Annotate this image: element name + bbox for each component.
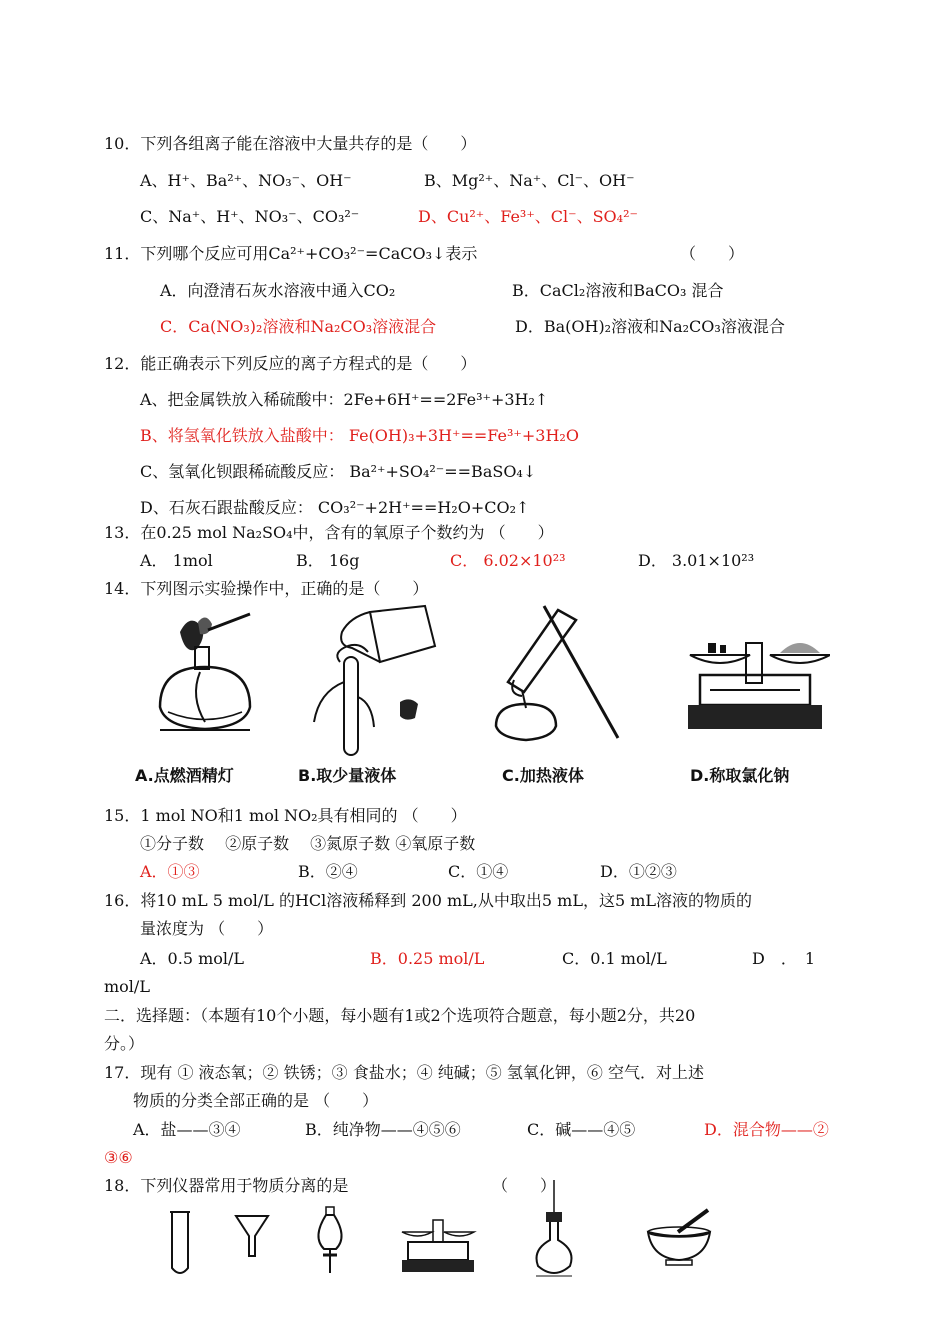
section-2-heading: 二．选择题：（本题有10个小题，每小题有1或2个选项符合题意，每小题2分，共20 [104, 1006, 696, 1025]
q12-stem: 12．能正确表示下列反应的离子方程式的是（ ） [104, 354, 477, 373]
separatory-funnel-icon [310, 1205, 350, 1275]
section-2-heading-cont: 分。） [104, 1034, 145, 1053]
q12-option-d: D、石灰石跟盐酸反应： CO₃²⁻+2H⁺==H₂O+CO₂↑ [140, 498, 530, 517]
q17-option-d-answer: D．混合物——② [704, 1120, 829, 1139]
q16-option-c: C．0.1 mol/L [562, 949, 667, 968]
q13-option-c-answer: C． 6.02×10²³ [450, 551, 566, 570]
test-tube-icon [168, 1210, 192, 1278]
figure-caption-c: C.加热液体 [502, 766, 584, 785]
q16-option-a: A．0.5 mol/L [140, 949, 245, 968]
figure-heating-liquid [488, 598, 628, 758]
q16-stem-line2: 量浓度为 （ ） [140, 919, 274, 938]
q17-option-d-answer-cont: ③⑥ [104, 1148, 133, 1167]
q18-paren: （ ） [492, 1176, 557, 1195]
q17-stem-line1: 17．现有 ① 液态氧；② 铁锈；③ 食盐水；④ 纯碱；⑤ 氢氧化钾，⑥ 空气．对上述 [104, 1063, 704, 1082]
q12-option-b-answer: B、将氢氧化铁放入盐酸中： Fe(OH)₃+3H⁺==Fe³⁺+3H₂O [140, 426, 579, 445]
q16-stem-line1: 16．将10 mL 5 mol/L 的HCl溶液稀释到 200 mL,从中取出5 mL，这5 mL溶液的物质的 [104, 891, 753, 910]
mortar-pestle-icon [644, 1208, 714, 1268]
q15-stem: 15．1 mol NO和1 mol NO₂具有相同的 （ ） [104, 806, 467, 825]
q15-option-a-answer: A．①③ [140, 862, 200, 881]
q13-stem: 13．在0.25 mol Na₂SO₄中，含有的氧原子个数约为 （ ） [104, 523, 554, 542]
q16-option-d-unit: mol/L [104, 977, 150, 996]
figure-caption-d: D.称取氯化钠 [690, 766, 790, 785]
q12-option-c: C、氢氧化钡跟稀硫酸反应： Ba²⁺+SO₄²⁻==BaSO₄↓ [140, 462, 537, 481]
q11-option-c-answer: C．Ca(NO₃)₂溶液和Na₂CO₃溶液混合 [160, 317, 437, 336]
funnel-icon [234, 1214, 270, 1258]
q11-option-b: B．CaCl₂溶液和BaCO₃ 混合 [512, 281, 724, 300]
figure-alcohol-lamp [150, 612, 260, 752]
q17-stem-line2: 物质的分类全部正确的是 （ ） [133, 1091, 379, 1110]
q11-paren: （ ） [680, 244, 745, 263]
q15-items: ①分子数 ②原子数 ③氮原子数 ④氧原子数 [140, 834, 476, 853]
q16-option-d: D ． 1 [752, 949, 816, 968]
q13-option-d: D． 3.01×10²³ [638, 551, 755, 570]
figure-caption-b: B.取少量液体 [298, 766, 397, 785]
q13-option-b: B． 16g [296, 551, 360, 570]
q13-option-a: A． 1mol [140, 551, 213, 570]
q10-option-d-answer: D、Cu²⁺、Fe³⁺、Cl⁻、SO₄²⁻ [418, 207, 638, 226]
figure-caption-a: A.点燃酒精灯 [135, 766, 234, 785]
q15-option-d: D．①②③ [600, 862, 677, 881]
q17-option-b: B．纯净物——④⑤⑥ [305, 1120, 461, 1139]
q14-stem: 14．下列图示实验操作中，正确的是（ ） [104, 579, 429, 598]
q12-option-a: A、把金属铁放入稀硫酸中：2Fe+6H⁺==2Fe³⁺+3H₂↑ [140, 390, 549, 409]
q15-option-b: B．②④ [298, 862, 358, 881]
q10-option-a: A、H⁺、Ba²⁺、NO₃⁻、OH⁻ [140, 171, 352, 190]
q11-stem: 11．下列哪个反应可用Ca²⁺+CO₃²⁻=CaCO₃↓表示 [104, 244, 478, 263]
q18-stem: 18．下列仪器常用于物质分离的是 [104, 1176, 349, 1195]
q10-option-c: C、Na⁺、H⁺、NO₃⁻、CO₃²⁻ [140, 207, 360, 226]
figure-pouring-liquid [300, 602, 440, 762]
q15-option-c: C．①④ [448, 862, 509, 881]
q11-option-d: D．Ba(OH)₂溶液和Na₂CO₃溶液混合 [515, 317, 785, 336]
distillation-flask-icon [530, 1178, 580, 1280]
balance-icon [398, 1212, 478, 1274]
q10-option-b: B、Mg²⁺、Na⁺、Cl⁻、OH⁻ [424, 171, 635, 190]
figure-balance [680, 605, 830, 745]
q11-option-a: A．向澄清石灰水溶液中通入CO₂ [160, 281, 396, 300]
q16-option-b-answer: B．0.25 mol/L [370, 949, 485, 968]
q17-option-a: A．盐——③④ [133, 1120, 241, 1139]
q10-stem: 10．下列各组离子能在溶液中大量共存的是（ ） [104, 134, 477, 153]
q17-option-c: C．碱——④⑤ [527, 1120, 636, 1139]
